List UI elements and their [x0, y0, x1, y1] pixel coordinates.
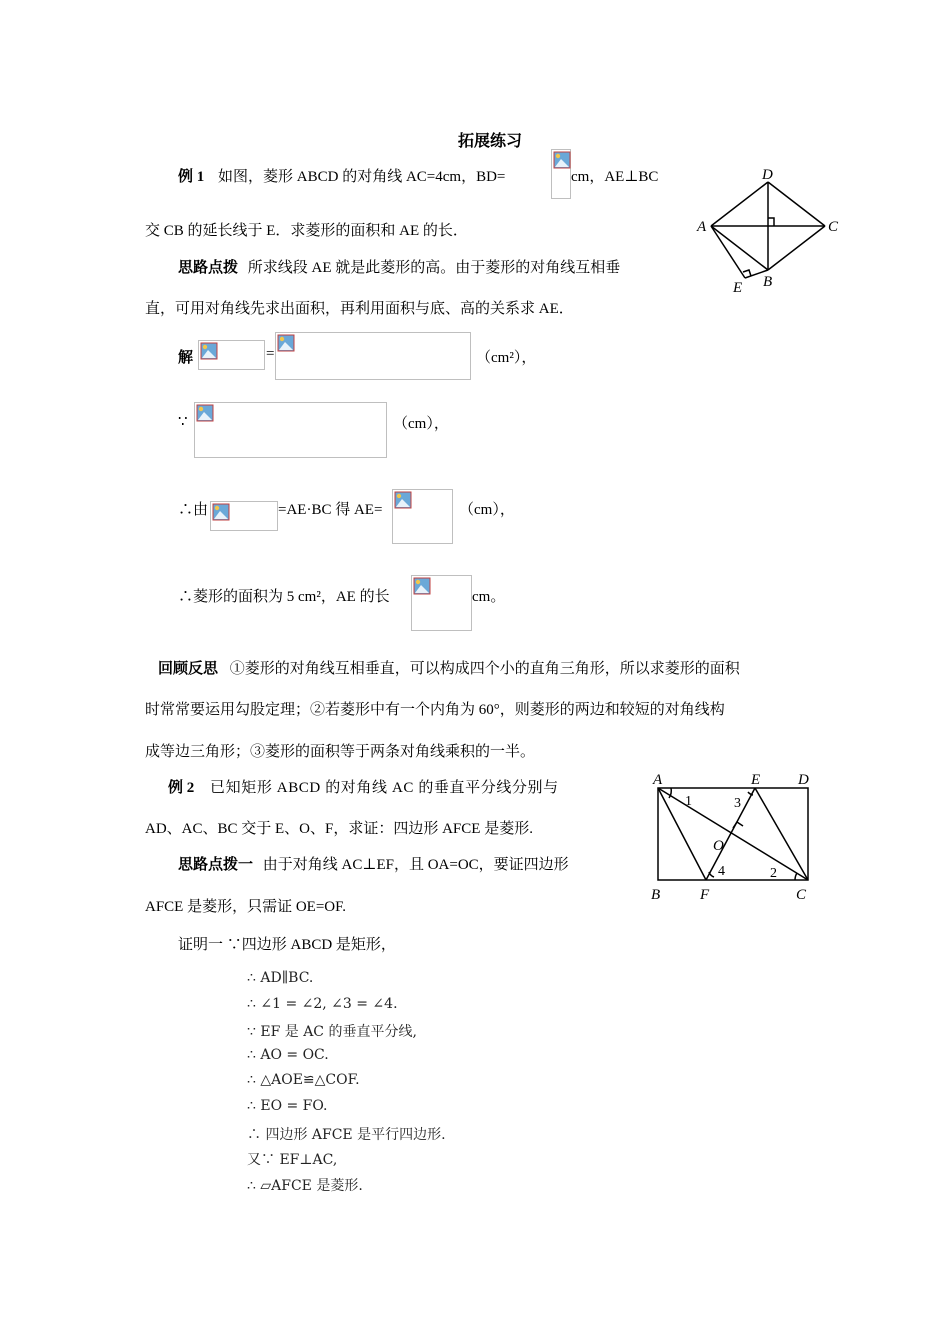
hint1-label: 思路点拨	[178, 260, 239, 276]
example2-label: 例 2	[168, 780, 195, 796]
formula-image-placeholder	[210, 501, 278, 531]
unit-cm2: （cm²），	[476, 350, 537, 366]
example1-label: 例 1	[178, 169, 205, 185]
broken-image-icon	[553, 151, 571, 169]
angle-label-1: 1	[685, 794, 692, 809]
hint2-label: 思路点拨一	[178, 857, 254, 873]
label-A: A	[653, 772, 663, 788]
hint2-line2: AFCE 是菱形，只需证 OE=OF.	[145, 899, 347, 915]
example1-line2: 交 CB 的延长线于 E．求菱形的面积和 AE 的长．	[145, 223, 468, 239]
unit-cm-b: （cm），	[459, 502, 515, 518]
conclusion-text-b: cm。	[472, 589, 506, 605]
label-B: B	[651, 887, 661, 903]
example2-line2: AD、AC、BC 交于 E、O、F，求证：四边形 AFCE 是菱形.	[145, 821, 533, 837]
proof-step: ∴ ∠1 = ∠2, ∠3 = ∠4.	[247, 996, 398, 1012]
formula-image-placeholder	[411, 575, 472, 631]
formula-image-placeholder	[198, 340, 265, 370]
formula-image-placeholder	[194, 402, 387, 458]
example1-text-a: 如图，菱形 ABCD 的对角线 AC=4cm，BD=	[218, 169, 506, 185]
label-B: B	[763, 274, 773, 290]
hint1-line1: 思路点拨 所求线段 AE 就是此菱形的高。由于菱形的对角线互相垂	[178, 260, 621, 276]
formula-image-placeholder	[551, 149, 571, 199]
proof-step: ∴ AD∥BC.	[247, 970, 314, 986]
broken-image-icon	[212, 503, 230, 521]
proof-step: ∴ EO = FO.	[247, 1098, 328, 1114]
page-title: 拓展练习	[458, 133, 523, 150]
equals-sign: =	[266, 346, 275, 362]
proof-step: ∴ ▱AFCE 是菱形.	[247, 1178, 363, 1194]
because-symbol: ∵	[178, 414, 188, 430]
proof-step: ∴ △AOE≌△COF.	[247, 1072, 360, 1088]
rhombus-figure	[695, 160, 845, 295]
therefore-by: ∴由	[178, 502, 209, 518]
proof-step: ∴ 四边形 AFCE 是平行四边形.	[247, 1127, 446, 1143]
review-label: 回顾反思	[158, 661, 219, 677]
label-O: O	[713, 838, 724, 854]
example1-line1	[178, 165, 505, 186]
broken-image-icon	[394, 491, 412, 509]
label-E: E	[733, 280, 743, 295]
review-line2: 时常常要运用勾股定理；②若菱形中有一个内角为 60°，则菱形的两边和较短的对角线构	[145, 702, 725, 718]
solution-label: 解	[178, 350, 194, 366]
review-line1: 回顾反思 ①菱形的对角线互相垂直，可以构成四个小的直角三角形，所以求菱形的面积	[158, 661, 740, 677]
example2-line1: 例 2 已知矩形 ABCD 的对角线 AC 的垂直平分线分别与	[168, 780, 559, 796]
proof-step: ∵ EF 是 AC 的垂直平分线,	[247, 1024, 417, 1040]
rectangle-figure	[645, 768, 820, 906]
label-E: E	[751, 772, 761, 788]
hint1-line2: 直，可用对角线先求出面积，再利用面积与底、高的关系求 AE．	[145, 301, 574, 317]
formula-image-placeholder	[275, 332, 471, 380]
label-C: C	[796, 887, 807, 903]
angle-label-3: 3	[734, 796, 741, 811]
broken-image-icon	[196, 404, 214, 422]
label-C: C	[828, 219, 839, 235]
label-A: A	[697, 219, 707, 235]
example1-text-b: cm，AE⊥BC	[571, 169, 659, 185]
proof-step: 又∵ EF⊥AC,	[247, 1152, 338, 1168]
label-F: F	[700, 887, 710, 903]
broken-image-icon	[277, 334, 295, 352]
label-D: D	[798, 772, 809, 788]
label-D: D	[762, 167, 773, 183]
angle-label-2: 2	[770, 866, 777, 881]
ae-equation: =AE·BC 得 AE=	[278, 502, 383, 518]
broken-image-icon	[413, 577, 431, 595]
proof-step: ∴ AO = OC.	[247, 1047, 329, 1063]
proof-intro: 证明一 ∵四边形 ABCD 是矩形，	[178, 937, 396, 953]
review-line3: 成等边三角形；③菱形的面积等于两条对角线乘积的一半。	[145, 744, 536, 760]
hint2-line1: 思路点拨一 由于对角线 AC⊥EF，且 OA=OC，要证四边形	[178, 857, 569, 873]
formula-image-placeholder	[392, 489, 453, 544]
broken-image-icon	[200, 342, 218, 360]
angle-label-4: 4	[718, 864, 725, 879]
conclusion-text-a: ∴菱形的面积为 5 cm²，AE 的长	[178, 589, 390, 605]
unit-cm: （cm），	[393, 416, 449, 432]
